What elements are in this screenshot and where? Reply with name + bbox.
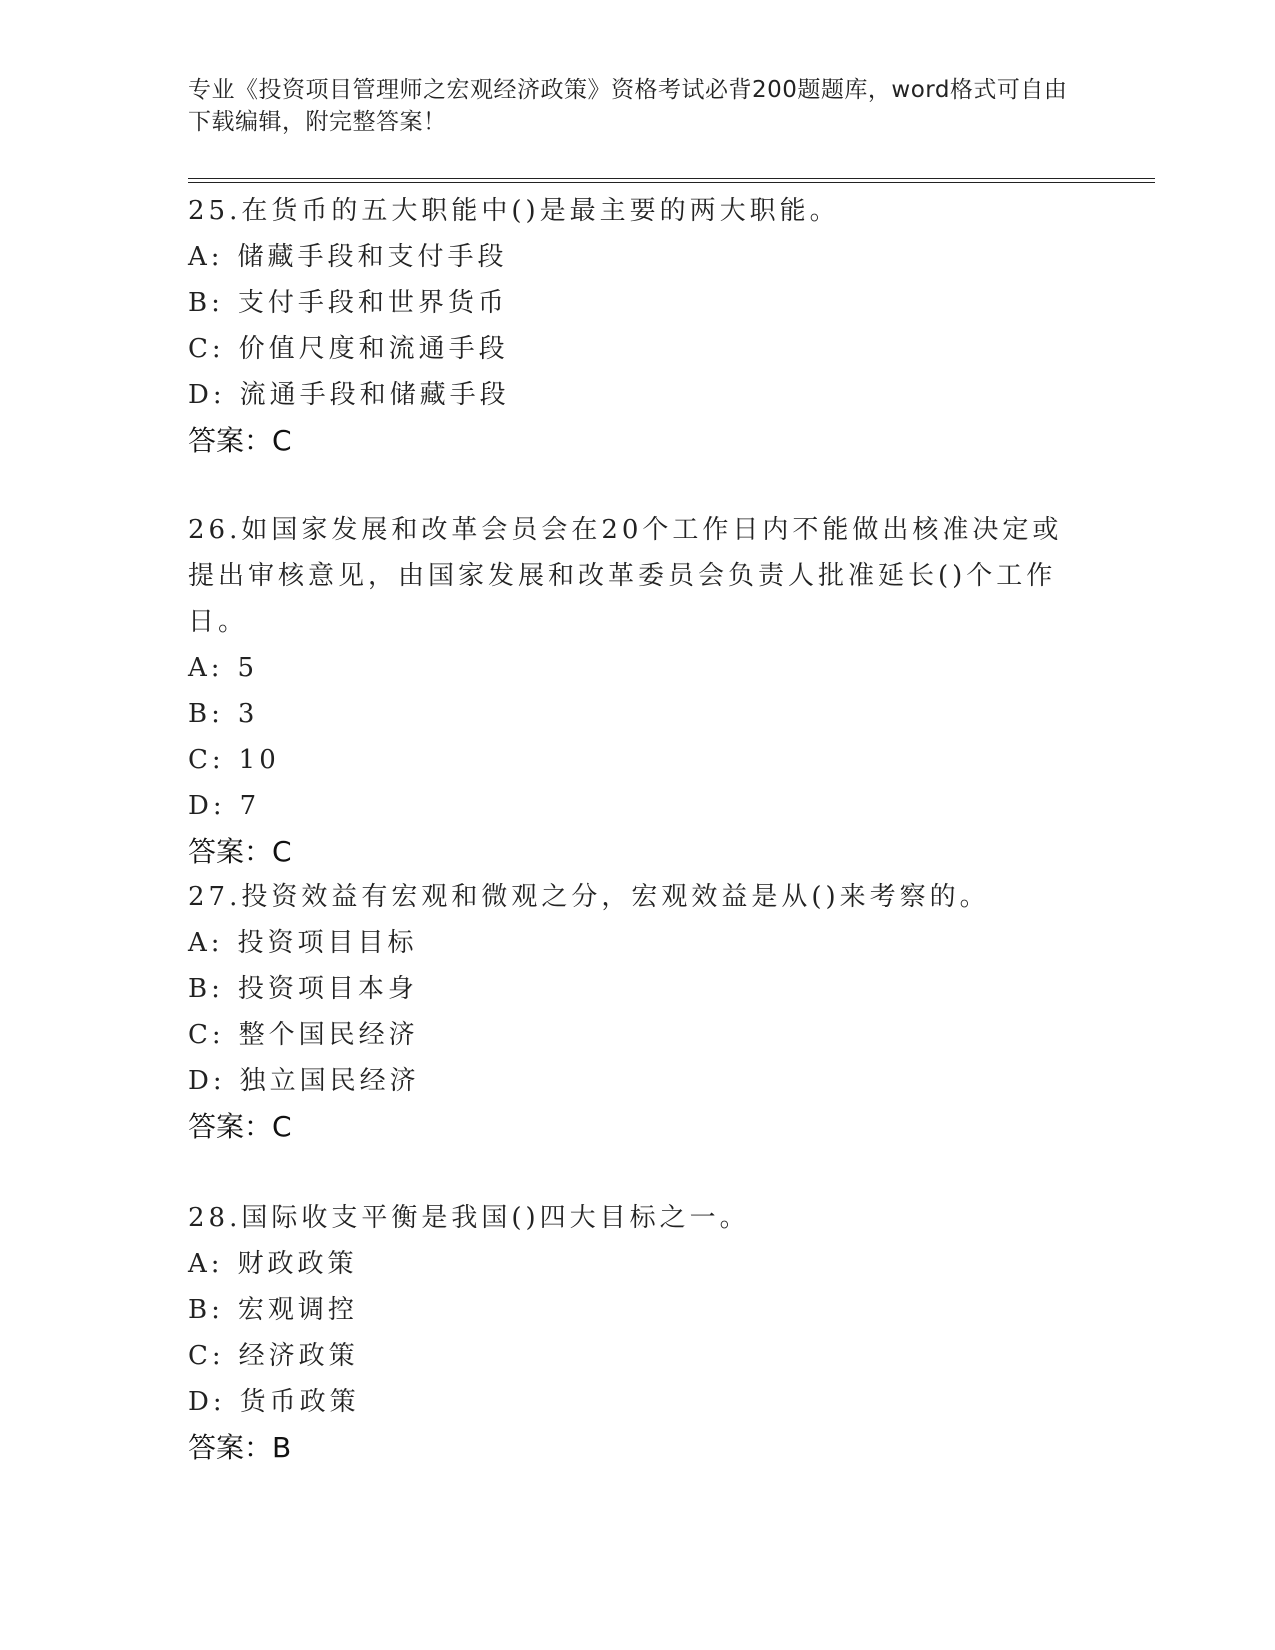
question-stem: 25.在货币的五大职能中()是最主要的两大职能。 bbox=[188, 196, 840, 226]
option-text: 储藏手段和支付手段 bbox=[237, 242, 508, 272]
option-letter: D bbox=[188, 1387, 213, 1417]
option-separator: : bbox=[211, 699, 224, 729]
question-stem: 27.投资效益有宏观和微观之分，宏观效益是从()来考察的。 bbox=[188, 882, 990, 912]
option-separator: : bbox=[210, 1249, 224, 1279]
option-letter: A bbox=[188, 242, 211, 272]
option-text: 7 bbox=[239, 791, 261, 821]
option-letter: A bbox=[188, 928, 211, 958]
answer-line: 答案：C bbox=[188, 424, 292, 457]
option-letter: B bbox=[188, 699, 212, 729]
option-c bbox=[188, 326, 1088, 372]
option-text: 流通手段和储藏手段 bbox=[239, 380, 510, 410]
question-stem: 28.国际收支平衡是我国()四大目标之一。 bbox=[188, 1203, 750, 1233]
option-separator: : bbox=[211, 1341, 225, 1371]
option-separator: : bbox=[211, 974, 224, 1004]
option-text: 价值尺度和流通手段 bbox=[238, 334, 509, 364]
option-letter: C bbox=[188, 745, 212, 775]
option-b bbox=[188, 966, 1088, 1012]
answer-line: 答案：C bbox=[188, 835, 292, 868]
option-separator: : bbox=[212, 1387, 226, 1417]
option-separator: : bbox=[210, 653, 224, 683]
question-27 bbox=[188, 874, 1088, 1150]
option-letter: D bbox=[188, 380, 213, 410]
option-d bbox=[188, 372, 1088, 418]
option-letter: C bbox=[188, 1020, 212, 1050]
option-separator: : bbox=[210, 242, 224, 272]
option-text: 财政政策 bbox=[237, 1249, 358, 1279]
option-a bbox=[188, 645, 1088, 691]
option-separator: : bbox=[210, 928, 224, 958]
option-letter: A bbox=[188, 653, 211, 683]
option-letter: B bbox=[188, 1295, 212, 1325]
option-letter: A bbox=[188, 1249, 211, 1279]
option-text: 独立国民经济 bbox=[239, 1066, 420, 1096]
option-letter: C bbox=[188, 334, 212, 364]
option-separator: : bbox=[211, 745, 225, 775]
option-letter: B bbox=[188, 288, 212, 318]
answer-line: 答案：C bbox=[188, 1110, 292, 1143]
option-d bbox=[188, 1379, 1088, 1425]
document-header: 专业《投资项目管理师之宏观经济政策》资格考试必背200题题库，word格式可自由下载编辑，附完整答案！ bbox=[188, 77, 1068, 135]
header-divider-bottom bbox=[188, 182, 1155, 183]
option-letter: D bbox=[188, 791, 213, 821]
option-text: 货币政策 bbox=[239, 1387, 360, 1417]
option-c bbox=[188, 1012, 1088, 1058]
option-separator: : bbox=[211, 334, 225, 364]
option-text: 10 bbox=[238, 745, 280, 775]
option-separator: : bbox=[212, 791, 226, 821]
option-letter: C bbox=[188, 1341, 212, 1371]
option-a bbox=[188, 920, 1088, 966]
option-separator: : bbox=[211, 1295, 224, 1325]
option-b bbox=[188, 280, 1088, 326]
option-letter: B bbox=[188, 974, 212, 1004]
option-separator: : bbox=[212, 380, 226, 410]
option-d bbox=[188, 1058, 1088, 1104]
question-stem: 26.如国家发展和改革会员会在20个工作日内不能做出核准决定或提出审核意见，由国家发展和改革委员会负责人批准延长()个工作日。 bbox=[188, 515, 1063, 637]
header-divider-top bbox=[188, 178, 1155, 179]
option-text: 5 bbox=[237, 653, 259, 683]
option-text: 投资项目本身 bbox=[237, 974, 418, 1004]
option-text: 经济政策 bbox=[238, 1341, 359, 1371]
option-a bbox=[188, 234, 1088, 280]
question-28 bbox=[188, 1195, 1088, 1471]
option-text: 投资项目目标 bbox=[237, 928, 418, 958]
option-separator: : bbox=[211, 288, 224, 318]
option-text: 整个国民经济 bbox=[238, 1020, 419, 1050]
option-separator: : bbox=[212, 1066, 226, 1096]
option-separator: : bbox=[211, 1020, 225, 1050]
option-b bbox=[188, 691, 1088, 737]
option-d bbox=[188, 783, 1088, 829]
option-letter: D bbox=[188, 1066, 213, 1096]
option-text: 支付手段和世界货币 bbox=[237, 288, 508, 318]
option-c bbox=[188, 1333, 1088, 1379]
answer-line: 答案：B bbox=[188, 1431, 292, 1464]
option-text: 3 bbox=[237, 699, 259, 729]
question-26 bbox=[188, 507, 1088, 875]
option-c bbox=[188, 737, 1088, 783]
option-a bbox=[188, 1241, 1088, 1287]
option-b bbox=[188, 1287, 1088, 1333]
question-25 bbox=[188, 188, 1088, 464]
option-text: 宏观调控 bbox=[237, 1295, 358, 1325]
